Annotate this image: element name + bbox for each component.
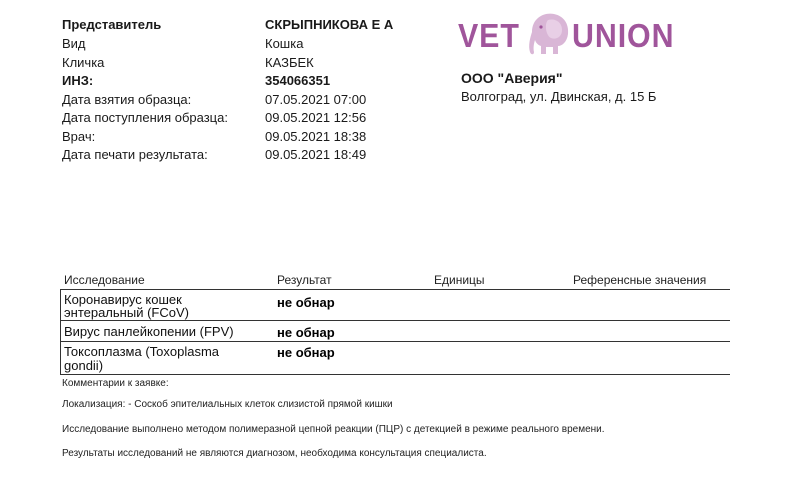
sample-taken-value: 07.05.2021 07:00 bbox=[265, 92, 367, 107]
test-result: не обнар bbox=[277, 325, 335, 340]
col-header-reference: Референсные значения bbox=[573, 273, 707, 287]
row-divider bbox=[60, 341, 730, 342]
species-label: Вид bbox=[62, 36, 86, 51]
inz-value: 354066351 bbox=[265, 73, 331, 88]
inz-label: ИНЗ: bbox=[62, 73, 94, 88]
sample-taken-label: Дата взятия образца: bbox=[62, 92, 192, 107]
print-date-label: Дата печати результата: bbox=[62, 147, 208, 162]
col-header-test: Исследование bbox=[64, 273, 145, 287]
print-date-value: 09.05.2021 18:49 bbox=[265, 147, 367, 162]
test-name-line1: Вирус панлейкопении (FPV) bbox=[64, 324, 234, 339]
disclaimer-note: Результаты исследований не являются диагнозом, необходима консультация специалиста. bbox=[62, 448, 487, 459]
test-name-line1: Коронавирус кошек bbox=[64, 292, 182, 307]
localization-note: Локализация: - Соскоб эпителиальных клеток слизистой прямой кишки bbox=[62, 399, 393, 410]
sample-received-label: Дата поступления образца: bbox=[62, 110, 228, 125]
sample-received-value: 09.05.2021 12:56 bbox=[265, 110, 367, 125]
test-name-line2: gondii) bbox=[64, 358, 104, 373]
table-divider bbox=[60, 289, 730, 290]
owner-label: Представитель bbox=[62, 17, 162, 32]
test-name-line1: Токсоплазма (Toxoplasma bbox=[64, 344, 220, 359]
logo-text-vet: VET bbox=[458, 17, 520, 54]
pet-name-value: КАЗБЕК bbox=[265, 55, 314, 70]
table-left-border bbox=[60, 289, 61, 375]
test-result: не обнар bbox=[277, 295, 335, 310]
logo-text-union: UNION bbox=[572, 17, 675, 54]
method-note: Исследование выполнено методом полимеразной цепной реакции (ПЦР) с детекцией в режиме реального времени. bbox=[62, 424, 605, 435]
test-result: не обнар bbox=[277, 345, 335, 360]
doctor-label: Врач: bbox=[62, 129, 96, 144]
company-address: Волгоград, ул. Двинская, д. 15 Б bbox=[461, 89, 657, 104]
col-header-result: Результат bbox=[277, 273, 332, 287]
pet-name-label: Кличка bbox=[62, 55, 105, 70]
elephant-icon bbox=[526, 10, 572, 58]
comments-label: Комментарии к заявке: bbox=[62, 378, 169, 389]
species-value: Кошка bbox=[265, 36, 304, 51]
table-bottom-border bbox=[60, 374, 730, 375]
owner-value: СКРЫПНИКОВА Е А bbox=[265, 17, 394, 32]
company-name: ООО "Аверия" bbox=[461, 70, 563, 86]
col-header-units: Единицы bbox=[434, 273, 485, 287]
test-name-line2: энтеральный (FCoV) bbox=[64, 305, 189, 320]
doctor-value: 09.05.2021 18:38 bbox=[265, 129, 367, 144]
row-divider bbox=[60, 320, 730, 321]
vet-union-logo bbox=[458, 10, 675, 60]
